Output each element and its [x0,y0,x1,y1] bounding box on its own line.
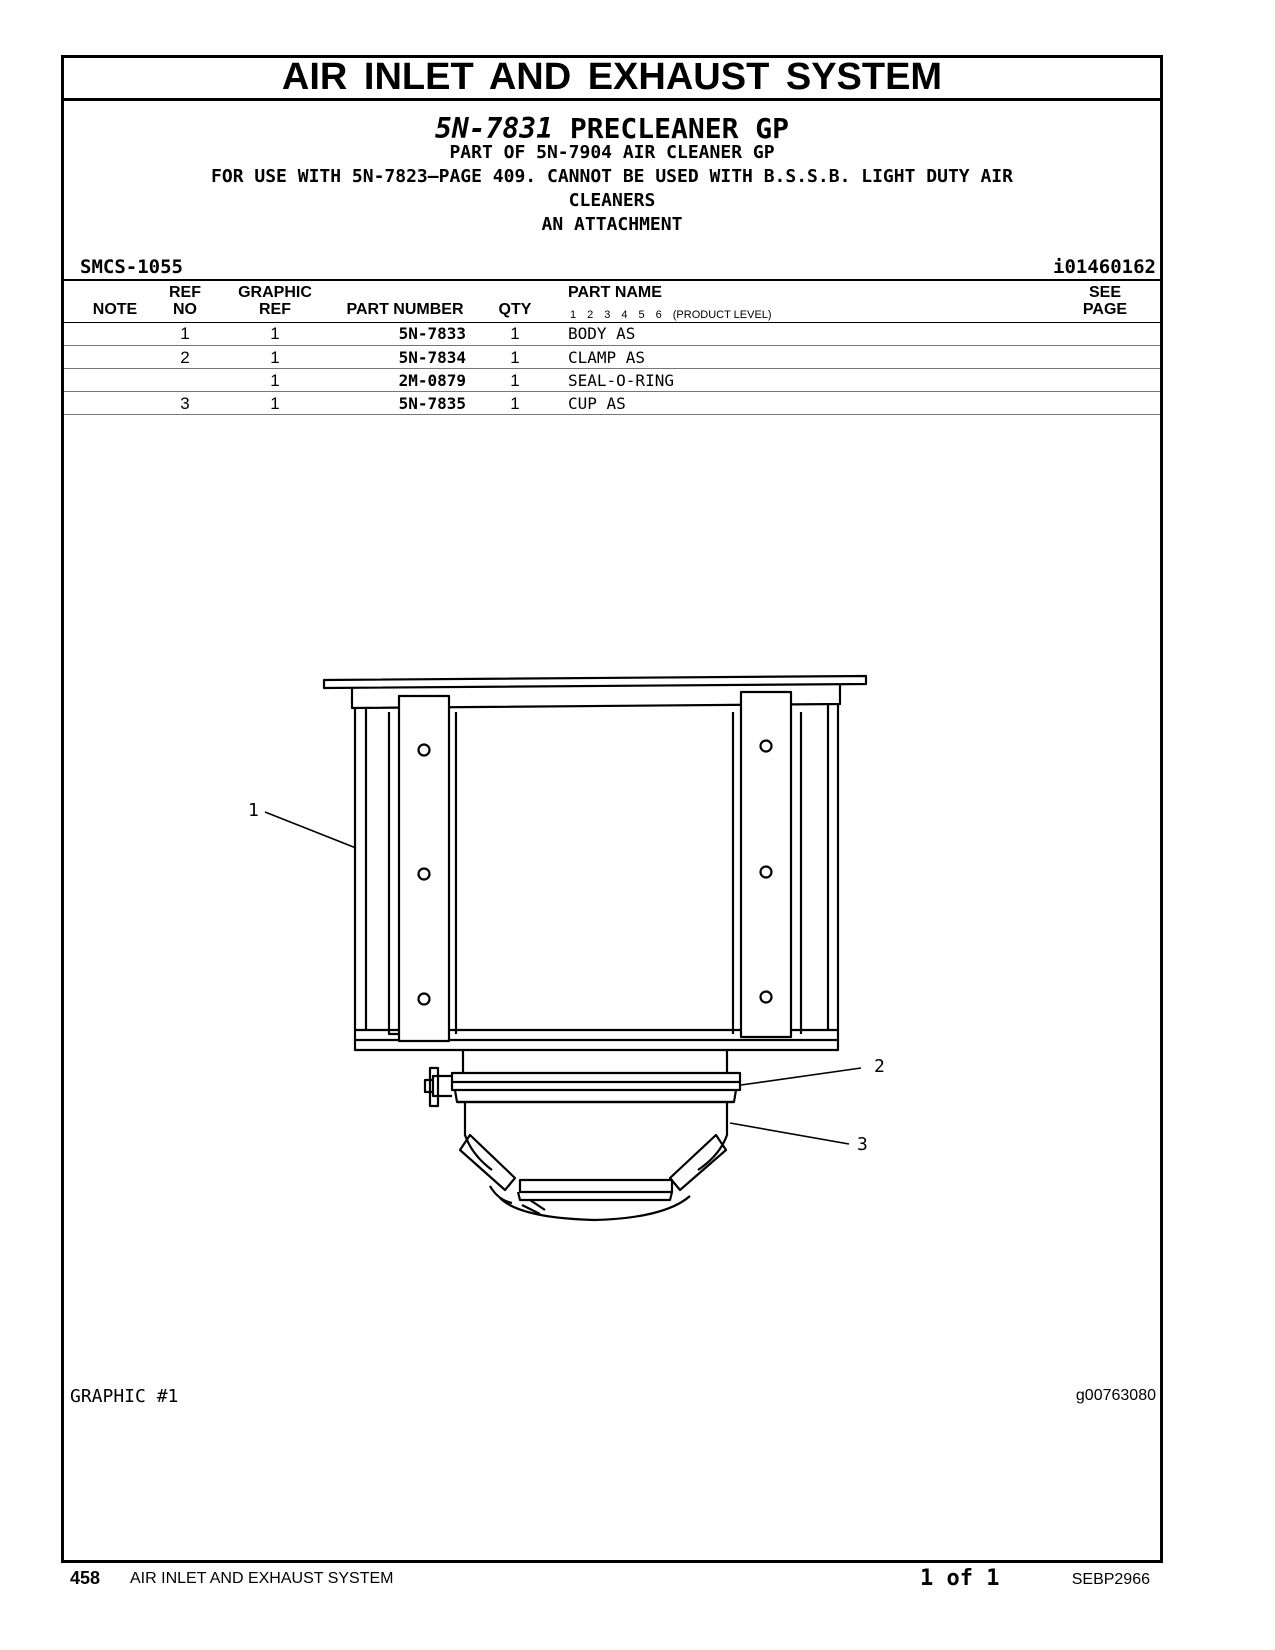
smcs-code: SMCS-1055 [80,256,183,278]
cell-ref-no: 2 [180,348,190,367]
cell-graphic-ref: 1 [270,324,280,343]
product-levels: 1 2 3 4 5 6 (PRODUCT LEVEL) [570,309,772,321]
cell-part-name: CLAMP AS [568,348,646,367]
header-ref-no: REF NO [169,284,201,318]
cell-part-number: 5N-7833 [398,324,466,343]
cell-graphic-ref: 1 [270,371,280,390]
cell-qty: 1 [510,394,520,413]
group-name: PRECLEANER GP [569,112,790,145]
cell-ref-no: 1 [180,324,190,343]
cell-part-name: BODY AS [568,324,636,343]
header-part-name: PART NAME [568,284,662,301]
cell-part-number: 5N-7835 [398,394,466,413]
header-graphic-ref: GRAPHIC REF [238,284,312,318]
cell-graphic-ref: 1 [270,348,280,367]
callout-2: 2 [874,1056,885,1077]
cell-qty: 1 [510,371,520,390]
group-subtitle-3: CLEANERS [568,190,656,211]
group-part-number: 5N-7831 [434,112,553,145]
graphic-id: g00763080 [1075,1387,1156,1404]
cell-part-number: 2M-0879 [398,371,466,390]
header-note: NOTE [92,301,138,318]
header-see-page: SEE PAGE [1082,284,1128,318]
cell-qty: 1 [510,348,520,367]
cell-part-number: 5N-7834 [398,348,466,367]
footer-doc-id: SEBP2966 [1071,1571,1150,1588]
footer-page-number: 458 [70,1568,101,1588]
callout-3: 3 [857,1134,868,1155]
footer-page-of: 1 of 1 [920,1566,1000,1591]
header-qty: QTY [498,301,532,318]
cell-part-name: CUP AS [568,394,626,413]
group-subtitle-4: AN ATTACHMENT [541,214,683,235]
group-subtitle-1: PART OF 5N-7904 AIR CLEANER GP [449,142,775,163]
graphic-label: GRAPHIC #1 [70,1386,179,1407]
footer-section-title: AIR INLET AND EXHAUST SYSTEM [130,1570,394,1587]
section-title: AIR INLET AND EXHAUST SYSTEM [61,55,1163,101]
cell-graphic-ref: 1 [270,394,280,413]
callout-1: 1 [248,800,259,821]
group-subtitle-2: FOR USE WITH 5N-7823—PAGE 409. CANNOT BE USED WITH B.S.S.B. LIGHT DUTY AIR [211,166,1013,187]
cell-ref-no: 3 [180,394,190,413]
cell-part-name: SEAL-O-RING [568,371,674,390]
cell-qty: 1 [510,324,520,343]
header-part-number: PART NUMBER [346,301,464,318]
info-id: i01460162 [1053,256,1156,278]
